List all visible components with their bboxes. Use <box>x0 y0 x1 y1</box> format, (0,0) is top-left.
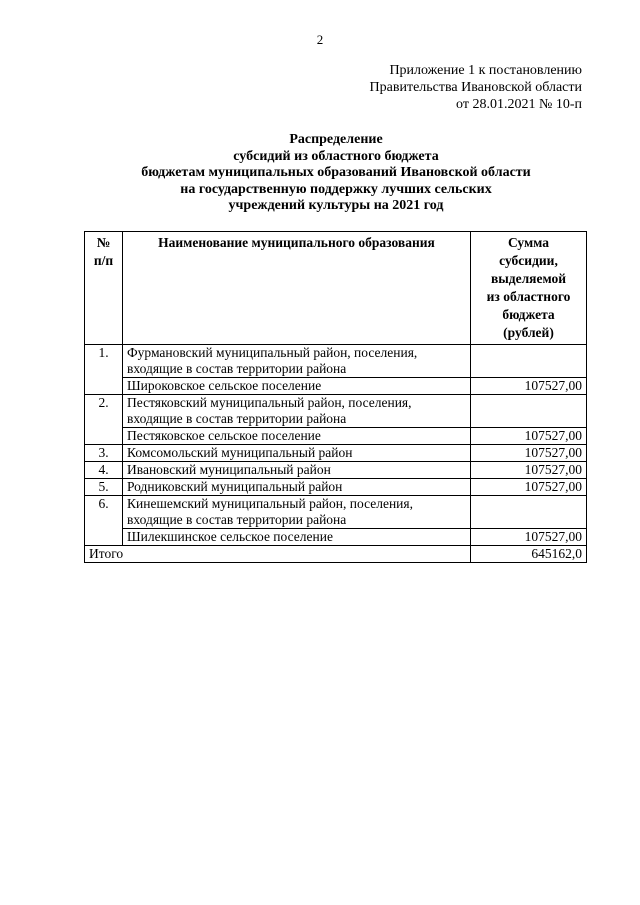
table-row <box>85 395 587 428</box>
subsidy-sum: 107527,00 <box>471 529 587 546</box>
table-row <box>85 345 587 378</box>
header-sum-line: субсидии, <box>499 253 558 268</box>
appendix-line: от 28.01.2021 № 10-п <box>456 97 582 112</box>
subsidy-sum: 107527,00 <box>471 479 587 496</box>
empty-sum-cell <box>471 496 587 529</box>
row-number: 5. <box>85 479 123 496</box>
table-header-row <box>85 232 587 345</box>
district-name: Родниковский муниципальный район <box>123 479 471 496</box>
subsidy-sum: 107527,00 <box>471 378 587 395</box>
title-line: учреждений культуры на 2021 год <box>228 198 444 213</box>
total-row <box>85 546 587 563</box>
subsidy-sum: 107527,00 <box>471 462 587 479</box>
row-number: 6. <box>85 496 123 546</box>
table-row <box>85 479 587 496</box>
district-name-line: Пестяковский муниципальный район, поселения, <box>127 395 412 410</box>
empty-sum-cell <box>471 395 587 428</box>
header-sum-line: из областного <box>486 289 571 304</box>
header-sum-line: бюджета <box>502 307 555 322</box>
table-row <box>85 462 587 479</box>
subsidy-sum: 107527,00 <box>471 428 587 445</box>
table-row <box>85 378 587 395</box>
header-sum-line: Сумма <box>507 235 550 250</box>
header-sum-line: (рублей) <box>503 325 554 340</box>
settlement-name: Шилекшинское сельское поселение <box>123 529 471 546</box>
district-name <box>123 496 471 529</box>
district-name: Ивановский муниципальный район <box>123 462 471 479</box>
district-name <box>123 395 471 428</box>
district-name-line: Фурмановский муниципальный район, поселения, <box>127 345 418 360</box>
district-name: Комсомольский муниципальный район <box>123 445 471 462</box>
page-number: 2 <box>316 32 324 47</box>
appendix-line: Приложение 1 к постановлению <box>389 63 582 78</box>
district-name-line: входящие в состав территории района <box>127 361 347 376</box>
empty-sum-cell <box>471 345 587 378</box>
header-number-line: № <box>96 235 111 250</box>
district-name-line: входящие в состав территории района <box>127 411 347 426</box>
table-row <box>85 496 587 529</box>
title-line: бюджетам муниципальных образований Ивановской области <box>141 165 531 180</box>
header-sum-line: выделяемой <box>490 271 567 286</box>
row-number: 3. <box>85 445 123 462</box>
row-number: 1. <box>85 345 123 395</box>
district-name <box>123 345 471 378</box>
header-number <box>85 232 123 345</box>
appendix-note <box>370 62 582 113</box>
header-number-line: п/п <box>93 253 114 268</box>
row-number: 4. <box>85 462 123 479</box>
row-number: 2. <box>85 395 123 445</box>
header-name: Наименование муниципального образования <box>123 232 471 345</box>
title-line: субсидий из областного бюджета <box>233 148 439 164</box>
table-row <box>85 445 587 462</box>
settlement-name: Широковское сельское поселение <box>123 378 471 395</box>
document-title <box>0 132 640 215</box>
subsidy-table <box>84 231 587 563</box>
title-line: Распределение <box>289 132 383 147</box>
header-sum <box>471 232 587 345</box>
table-row <box>85 428 587 445</box>
subsidy-sum: 107527,00 <box>471 445 587 462</box>
table-row <box>85 529 587 546</box>
settlement-name: Пестяковское сельское поселение <box>123 428 471 445</box>
total-label: Итого <box>85 546 471 563</box>
district-name-line: Кинешемский муниципальный район, поселения, <box>127 496 413 511</box>
title-line: на государственную поддержку лучших сельских <box>180 181 492 197</box>
district-name-line: входящие в состав территории района <box>127 512 347 527</box>
total-sum: 645162,0 <box>471 546 587 563</box>
appendix-line: Правительства Ивановской области <box>369 80 582 95</box>
